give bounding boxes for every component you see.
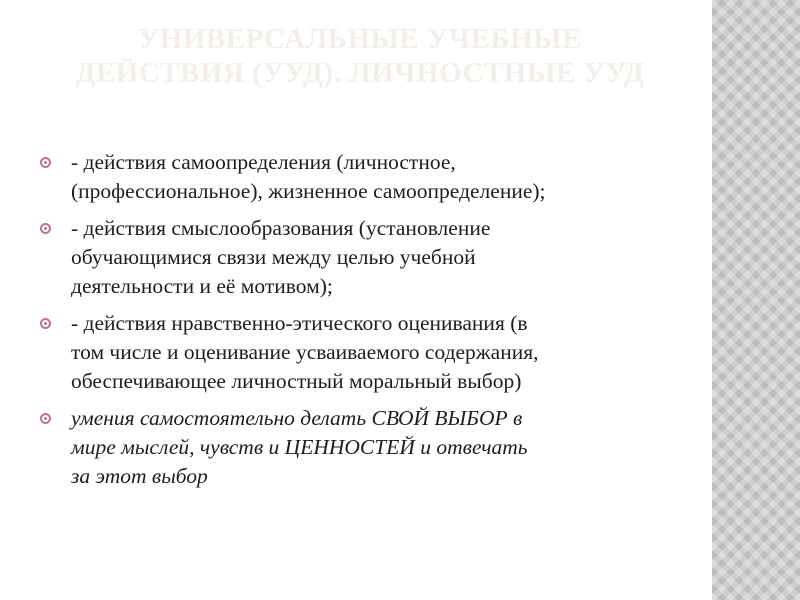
slide-title bbox=[20, 22, 700, 90]
bullet-item-own-choice bbox=[38, 404, 678, 491]
title-line-1: УНИВЕРСАЛЬНЫЕ УЧЕБНЫЕ bbox=[138, 23, 582, 55]
bullet-list bbox=[38, 148, 678, 499]
bullet-line: за этот выбор bbox=[71, 464, 208, 488]
circle-bullet-icon bbox=[40, 157, 51, 168]
bullet-line: - действия нравственно-этического оценивания (в bbox=[71, 311, 528, 335]
bullet-line: обеспечивающее личностный моральный выбор) bbox=[71, 369, 522, 393]
bullet-line: мире мыслей, чувств и ЦЕННОСТЕЙ и отвечать bbox=[71, 435, 528, 459]
circle-bullet-icon bbox=[40, 223, 51, 234]
decorative-pattern-strip bbox=[712, 0, 800, 600]
bullet-line: обучающимися связи между целью учебной bbox=[71, 245, 476, 269]
circle-bullet-icon bbox=[40, 413, 51, 424]
bullet-line: деятельности и её мотивом); bbox=[71, 274, 333, 298]
title-line-2: ДЕЙСТВИЯ (УУД). ЛИЧНОСТНЫЕ УУД bbox=[75, 57, 645, 89]
bullet-line: - действия самоопределения (личностное, bbox=[71, 150, 456, 174]
bullet-item-moral-evaluation bbox=[38, 309, 678, 396]
bullet-line: - действия смыслообразования (установление bbox=[71, 216, 491, 240]
bullet-line: том числе и оценивание усваиваемого содержания, bbox=[71, 340, 539, 364]
bullet-item-meaning-formation bbox=[38, 214, 678, 301]
bullet-line: умения самостоятельно делать СВОЙ ВЫБОР в bbox=[71, 406, 523, 430]
circle-bullet-icon bbox=[40, 318, 51, 329]
bullet-line: (профессиональное), жизненное самоопределение); bbox=[71, 179, 546, 203]
bullet-item-self-determination bbox=[38, 148, 678, 206]
